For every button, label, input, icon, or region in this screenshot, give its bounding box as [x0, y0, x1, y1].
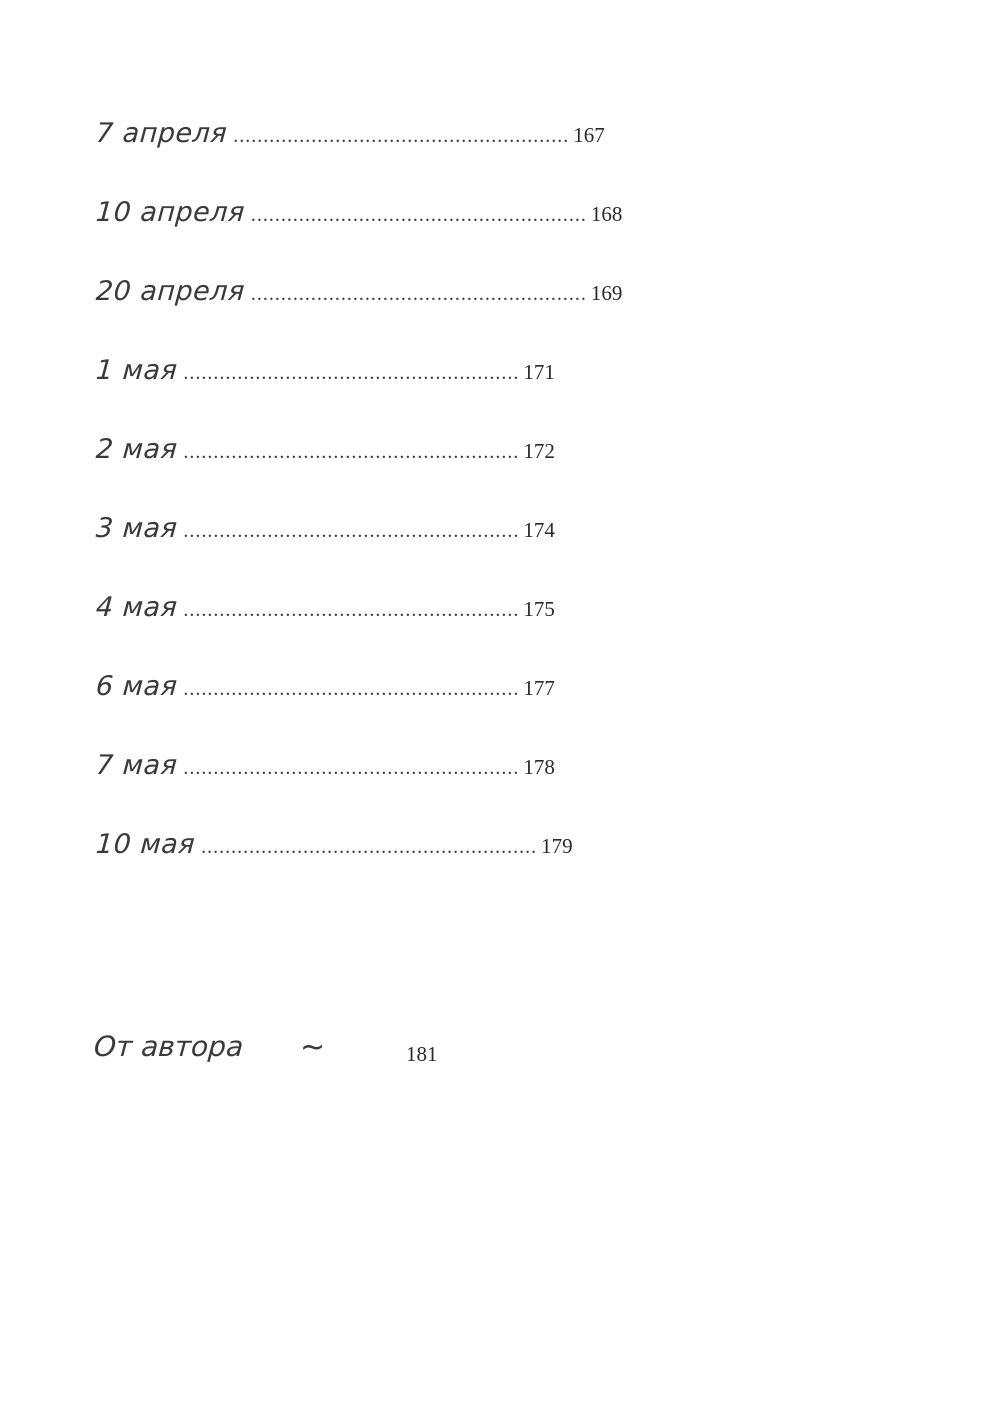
toc-entry-page: 172 [523, 439, 555, 463]
author-note-title: От автора [92, 1030, 245, 1063]
toc-entry-title: 4 мая [94, 592, 179, 623]
toc-entry-page: 169 [590, 281, 623, 305]
dot-leader: ........................................................ [183, 678, 520, 700]
toc-entry-page: 177 [523, 676, 555, 700]
toc-entry-title: 20 апреля [94, 276, 246, 307]
toc-entry [94, 513, 555, 592]
toc-entry-page: 174 [523, 518, 555, 542]
toc-entry [94, 434, 555, 513]
toc-entry-title: 10 мая [94, 829, 197, 860]
toc-entry [94, 118, 605, 197]
dot-leader: ........................................................ [183, 757, 520, 779]
toc-entry-title: 3 мая [94, 513, 179, 544]
dot-leader: ........................................................ [201, 836, 538, 858]
toc-entry-title: 6 мая [94, 671, 179, 702]
dot-leader: ........................................................ [233, 125, 570, 147]
toc-entry [94, 197, 623, 276]
toc-entry-page: 171 [523, 360, 555, 384]
dot-leader: ........................................................ [183, 520, 520, 542]
toc-entry-page: 167 [573, 123, 605, 147]
toc-entry-page: 168 [590, 202, 623, 226]
dot-leader: ........................................................ [250, 283, 587, 305]
dot-leader: ........................................................ [183, 362, 520, 384]
dot-leader: ........................................................ [250, 204, 587, 226]
toc-entry-title: 2 мая [94, 434, 179, 465]
toc-entry-title: 10 апреля [94, 197, 246, 228]
toc-entry [94, 276, 623, 355]
author-note-entry [94, 1030, 454, 1080]
toc-entry [94, 592, 555, 671]
table-of-contents [94, 118, 623, 908]
tilde-separator: ~ [300, 1030, 326, 1065]
author-note-page: 181 [406, 1042, 438, 1066]
toc-entry [94, 671, 555, 750]
toc-entry-page: 178 [523, 755, 555, 779]
toc-entry-page: 179 [541, 834, 573, 858]
dot-leader: ........................................................ [183, 599, 520, 621]
toc-entry-title: 1 мая [94, 355, 179, 386]
dot-leader: ........................................................ [183, 441, 520, 463]
toc-entry-title: 7 апреля [94, 118, 229, 149]
toc-entry [94, 355, 555, 434]
toc-entry-title: 7 мая [94, 750, 179, 781]
toc-entry [94, 829, 573, 908]
toc-entry-page: 175 [523, 597, 555, 621]
toc-entry [94, 750, 555, 829]
